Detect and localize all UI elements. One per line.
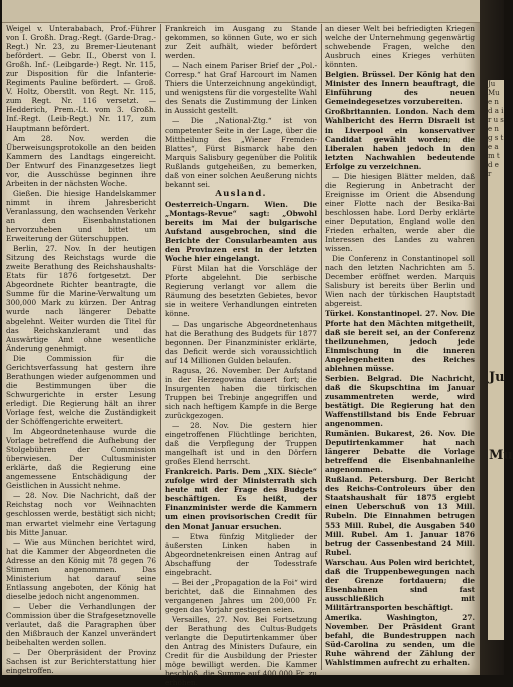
article-paragraph: — Bei der „Propagation de la Foi“ wird berichtet, daß die Einnahmen des vergangenen Jahres um 200,000 Fr. gegen das Vorjahr gestiegen seien. <box>165 577 317 614</box>
article-paragraph: Fürst Milan hat die Vorschläge der Pforte abgelehnt. Die serbische Regierung verlangt vor allem die Räumung des besetzten Gebietes, bevor sie in weitere Verhandlungen eintreten könne. <box>165 264 317 319</box>
article-paragraph: Amerika. Washington, 27. November. Der Präsident Grant befahl, die Bundestruppen nach Süd-Carolina zu senden, um die Ruhe während der Zählung der Wahlstimmen aufrecht zu erhalten. <box>325 613 475 668</box>
article-paragraph: Oesterreich-Ungarn. Wien. Die „Montags-Revue“ sagt: „Obwohl bereits im Mai der bulgarische Aufstand ausgebrochen, sind die Berichte der Consularbeamten aus den Provinzen erst in der letzten Woche hier eingelangt. <box>165 199 317 264</box>
article-paragraph: Warschau. Aus Polen wird berichtet, daß die Truppenbewegungen nach der Grenze fortdauern; die Eisenbahnen sind fast ausschließlich mit Militärtransporten beschäftigt. <box>325 557 475 612</box>
article-paragraph: — Das ungarische Abgeordnetenhaus hat die Berathung des Budgets für 1877 begonnen. Der Finanzminister erklärte, das Deficit werde sich voraussichtlich auf 14 Millionen Gulden belaufen. <box>165 319 317 365</box>
adjacent-page-fragment: Ju <box>489 370 505 385</box>
column-3 <box>325 24 475 670</box>
article-paragraph: Türkei. Konstantinopel. 27. Nov. Die Pforte hat den Mächten mitgetheilt, daß sie bereit sei, an der Conferenz theilzunehmen, jedoch jede Einmischung in die inneren Angelegenheiten des Reiches ablehnen müsse. <box>325 309 475 373</box>
adjacent-page-fragment: Mu <box>489 448 513 463</box>
article-paragraph: Versailles, 27. Nov. Bei Fortsetzung der Berathung des Cultus-Budgets verlangte die Deputirtenkammer über den Antrag des Ministers Dufaure, ein Credit für die Ausbildung der Priester möge bewilligt werden. Die Kammer beschloß, die Summe auf 400,000 Fr. zu erhöhen. <box>165 615 317 687</box>
article-paragraph: — Etwa fünfzig Mitglieder der äußersten Linken haben in Abgeordnetenkreisen einen Antrag auf Abschaffung der Todesstrafe eingebracht. <box>165 531 317 577</box>
article-paragraph: Am 28. Nov. werden die Überweisungsprotokolle an den beiden Kammern des Landtags eingereicht. Der Entwurf des Finanzgesetzes liegt vor, die Ausschüsse beginnen ihre Arbeiten in der nächsten Woche. <box>6 133 156 188</box>
column-rule <box>321 24 322 670</box>
article-paragraph: — Die hiesigen Blätter melden, daß die Regierung in Anbetracht der Ereignisse im Orient die Absendung einer Flotte nach der Besika-Bai beschlossen habe. Lord Derby erklärte einer Deputation, England wolle den Frieden erhalten, werde aber die Interessen des Landes zu wahren wissen. <box>325 171 475 254</box>
newspaper-page <box>2 0 480 687</box>
article-paragraph: Serbien. Belgrad. Die Nachricht, daß die Skupschtina im Januar zusammentreten werde, wird bestätigt. Die Regierung hat den Waffenstillstand bis Ende Februar angenommen. <box>325 373 475 429</box>
page-top-edge <box>2 0 480 23</box>
article-paragraph: — Der Oberpräsident der Provinz Sachsen ist zur Berichterstattung hier eingetroffen. <box>6 648 156 676</box>
article-paragraph: — Nach einem Pariser Brief der „Pol.-Corresp.“ hat Graf Harcourt im Namen Thiers die Unterzeichnung angekündigt, und wenigstens für die vorgestellte Wahl des Senats die Zustimmung der Linken in Aussicht gestellt. <box>165 61 317 116</box>
article-paragraph: Rußland. Petersburg. Der Bericht des Reichs-Controleurs über den Staatshaushalt für 1875 ergiebt einen Ueberschuß von 13 Mill. Rubeln. Die Einnahmen betrugen 553 Mill. Rubel, die Ausgaben 540 Mill. Rubel. Am 1. Januar 1876 betrug der Cassenbestand 24 Mill. Rubel. <box>325 475 475 557</box>
column-rule <box>160 24 161 670</box>
section-heading: Ausland. <box>215 188 267 199</box>
article-paragraph: Berlin, 27. Nov. In der heutigen Sitzung des Reichstags wurde die zweite Berathung des Reichshaushalts-Etats für 1876 fortgesetzt. Der Abgeordnete Richter beantragte, die Summe für die Marine-Verwaltung um 300,000 Mark zu kürzen. Der Antrag wurde nach längerer Debatte abgelehnt. Weiter wurden die Titel für das Reichskanzleramt und das Auswärtige Amt ohne wesentliche Änderung genehmigt. <box>6 244 156 353</box>
article-paragraph: an dieser Welt bei befriedigten Kriegen welche der Unternehmung gegenwärtig schwebende Fragen, welche den Ausbruch eines Krieges verhüten könnten. <box>325 24 475 70</box>
article-paragraph: Die Conferenz in Constantinopel soll nach den letzten Nachrichten am 5. December eröffnet werden. Marquis Salisbury ist bereits über Berlin und Wien nach der türkischen Hauptstadt abgereist. <box>325 254 475 309</box>
adjacent-page-strip: Ju Mu e n d a i r u s e n g s t e a m t d e r <box>488 80 504 640</box>
article-paragraph: Rumänien. Bukarest, 26. Nov. Die Deputirtenkammer hat nach längerer Debatte die Vorlage betreffend die Eisenbahnanleihe angenommen. <box>325 429 475 475</box>
article-paragraph: Großbritannien. London. Nach dem Wahlbericht des Herrn Disraeli ist in Liverpool ein konservativer Candidat gewählt worden; die Liberalen haben jedoch in den letzten Nachwahlen bedeutende Erfolge zu verzeichnen. <box>325 107 475 171</box>
adjacent-page-edge <box>480 0 513 675</box>
article-paragraph: — 28. Nov. Die Nachricht, daß der Reichstag noch vor Weihnachten geschlossen werde, bestätigt sich nicht; man erwartet vielmehr eine Vertagung bis Mitte Januar. <box>6 491 156 537</box>
article-paragraph: — Wie aus München berichtet wird, hat die Kammer der Abgeordneten die Adresse an den König mit 78 gegen 76 Stimmen angenommen. Das Ministerium hat darauf seine Entlassung angeboten, der König hat dieselbe jedoch nicht angenommen. <box>6 537 156 601</box>
article-paragraph: — Ueber die Verhandlungen der Commission über die Strafgesetznovelle verlautet, daß die Paragraphen über den Mißbrauch der Kanzel unverändert beibehalten werden sollen. <box>6 601 156 648</box>
article-paragraph: Weigel v. Unterababach, Prof.-Führer von I. Großh. Drag.-Regt. (Garde-Drag.-Regt.) Nr. 23, zu Bremer-Lieutenant befördert. — Gebr. II., Oberst von I. Großh. Inf.- (Leibgarde-) Regt. Nr. 115, zur Disposition für die Infanterie-Regiments Pauline befördert. — Groß. V. Holtz, Oberstlt. von Regt. Nr. 115, zum Regt. Nr. 116 versetzt. — Hedderich, Prem.-Lt. vom 3. Großh. Inf.-Regt. (Leib-Regt.) Nr. 117, zum Hauptmann befördert. <box>6 24 156 133</box>
article-paragraph: Gießen. Die hiesige Handelskammer nimmt in ihrem Jahresbericht Veranlassung, den wachsenden Verkehr an den Eisenbahnstationen hervorzuheben und bittet um Erweiterung der Güterschuppen. <box>6 188 156 244</box>
article-paragraph: Ragusa, 26. November. Der Aufstand in der Herzegowina dauert fort; die Insurgenten haben die türkischen Truppen bei Trebinje angegriffen und sich nach heftigem Kampfe in die Berge zurückgezogen. <box>165 365 317 420</box>
article-paragraph: Frankreich. Paris. Dem „XIX. Siècle“ zufolge wird der Ministerrath sich heute mit der Frage des Budgets beschäftigen. Es heißt, der Finanzminister werde die Kammern um einen provisorischen Credit für den Monat Januar ersuchen. <box>165 467 317 531</box>
article-paragraph: — Die „National-Ztg.“ ist von competenter Seite in der Lage, über die Mittheilung des „Wiener Fremden-Blattes“, Fürst Bismarck habe den Marquis Salisbury gegenüber die Politik Rußlands gutgeheißen, zu bemerken, daß von einer solchen Aeußerung nichts bekannt sei. <box>165 116 317 189</box>
article-paragraph: Belgien. Brüssel. Der König hat den Minister des Innern beauftragt, die Einführung des neuen Gemeindegesetzes vorzubereiten. <box>325 70 475 107</box>
article-paragraph: Frankreich im Ausgang zu Stande gekommen, so können Gute, wo er sich zur Zeit aufhält, wieder befördert werden. <box>165 24 317 61</box>
column-1 <box>6 24 156 676</box>
article-paragraph: — 28. Nov. Die gestern hier eingetroffenen Flüchtlinge berichten, daß die Verpflegung der Truppen mangelhaft ist und in den Dörfern großes Elend herrscht. <box>165 421 317 467</box>
column-2 <box>165 24 317 687</box>
article-paragraph: Im Abgeordnetenhause wurde die Vorlage betreffend die Aufhebung der Stolgebühren der Commission überwiesen. Der Cultusminister erklärte, daß die Regierung eine angemessene Entschädigung der Geistlichen in Aussicht nehme. <box>6 427 156 491</box>
article-paragraph: Die Commission für die Gerichtsverfassung hat gestern ihre Berathungen wieder aufgenommen und die Bestimmungen über die Schwurgerichte in erster Lesung erledigt. Die Regierung hält an ihrer Vorlage fest, welche die Zuständigkeit der Schöffengerichte erweitert. <box>6 353 156 427</box>
